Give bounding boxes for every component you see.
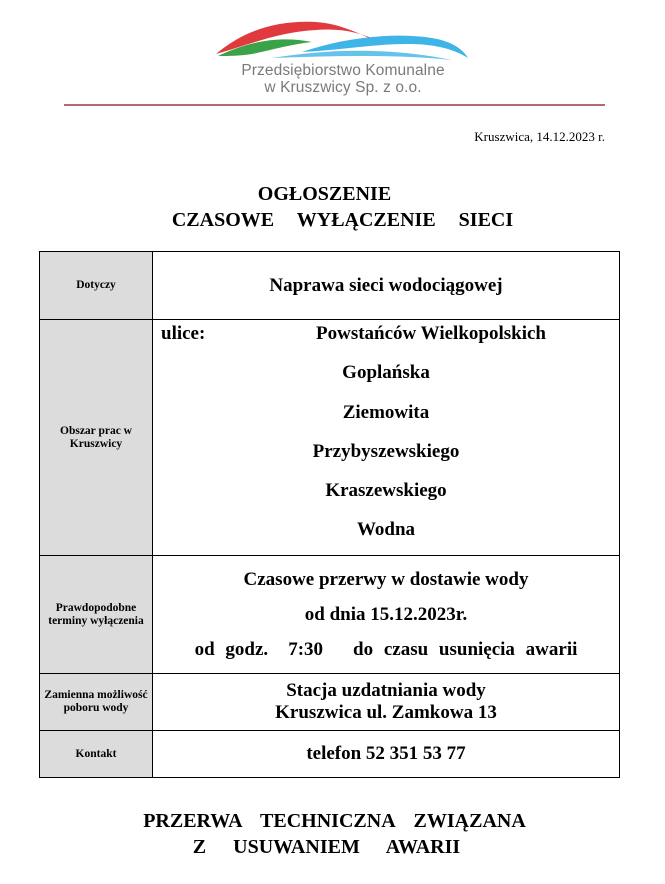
water-station-address: Kruszwica ul. Zamkowa 13 bbox=[275, 702, 497, 723]
street-item: Przybyszewskiego bbox=[312, 441, 460, 462]
street-item: Kraszewskiego bbox=[325, 480, 447, 501]
street-list bbox=[153, 320, 619, 555]
water-station-name: Stacja uzdatniania wody bbox=[286, 680, 486, 701]
header-divider bbox=[64, 104, 605, 106]
table-row-dotyczy bbox=[40, 252, 620, 320]
table-row-kontakt bbox=[40, 731, 620, 778]
table-row-terminy bbox=[40, 556, 620, 674]
street-item: Powstańców Wielkopolskich bbox=[316, 323, 546, 344]
label-dotyczy: Dotyczy bbox=[40, 252, 153, 320]
label-kontakt: Kontakt bbox=[40, 731, 153, 778]
company-name-line1: Przedsiębiorstwo Komunalne bbox=[241, 62, 445, 79]
streets-prefix: ulice: bbox=[161, 323, 206, 344]
street-item: Ziemowita bbox=[342, 402, 430, 423]
value-obszar bbox=[153, 320, 620, 556]
label-terminy: Prawdopodobne terminy wyłączenia bbox=[40, 556, 153, 674]
footer-line1: PRZERWA TECHNICZNA ZWIĄZANA bbox=[143, 810, 526, 832]
notice-table bbox=[39, 251, 620, 778]
table-row-obszar bbox=[40, 320, 620, 556]
hours-time: 7:30 bbox=[288, 638, 324, 660]
hours-until: do czasu usunięcia awarii bbox=[353, 638, 578, 660]
street-item: Goplańska bbox=[342, 362, 430, 383]
title-line1: OGŁOSZENIE bbox=[257, 183, 392, 205]
label-zamienna: Zamienna możliwość poboru wody bbox=[40, 674, 153, 731]
outage-description: Czasowe przerwy w dostawie wody bbox=[243, 568, 529, 590]
value-terminy bbox=[153, 556, 620, 674]
street-item: Wodna bbox=[356, 519, 416, 540]
wave-logo-icon bbox=[212, 14, 474, 64]
hours-from-label: od godz. bbox=[194, 638, 269, 660]
company-name-line2: w Kruszwicy Sp. z o.o. bbox=[264, 79, 422, 96]
value-dotyczy: Naprawa sieci wodociągowej bbox=[153, 252, 620, 320]
table-row-zamienna bbox=[40, 674, 620, 731]
footer-line2: Z USUWANIEM AWARII bbox=[192, 836, 461, 858]
value-kontakt: telefon 52 351 53 77 bbox=[153, 731, 620, 778]
outage-date: od dnia 15.12.2023r. bbox=[304, 603, 468, 625]
document-date: Kruszwica, 14.12.2023 r. bbox=[474, 129, 605, 144]
outage-hours bbox=[153, 639, 619, 661]
label-obszar: Obszar prac w Kruszwicy bbox=[40, 320, 153, 556]
title-line2: CZASOWE WYŁĄCZENIE SIECI bbox=[171, 209, 514, 231]
company-logo bbox=[212, 14, 474, 98]
value-zamienna bbox=[153, 674, 620, 731]
